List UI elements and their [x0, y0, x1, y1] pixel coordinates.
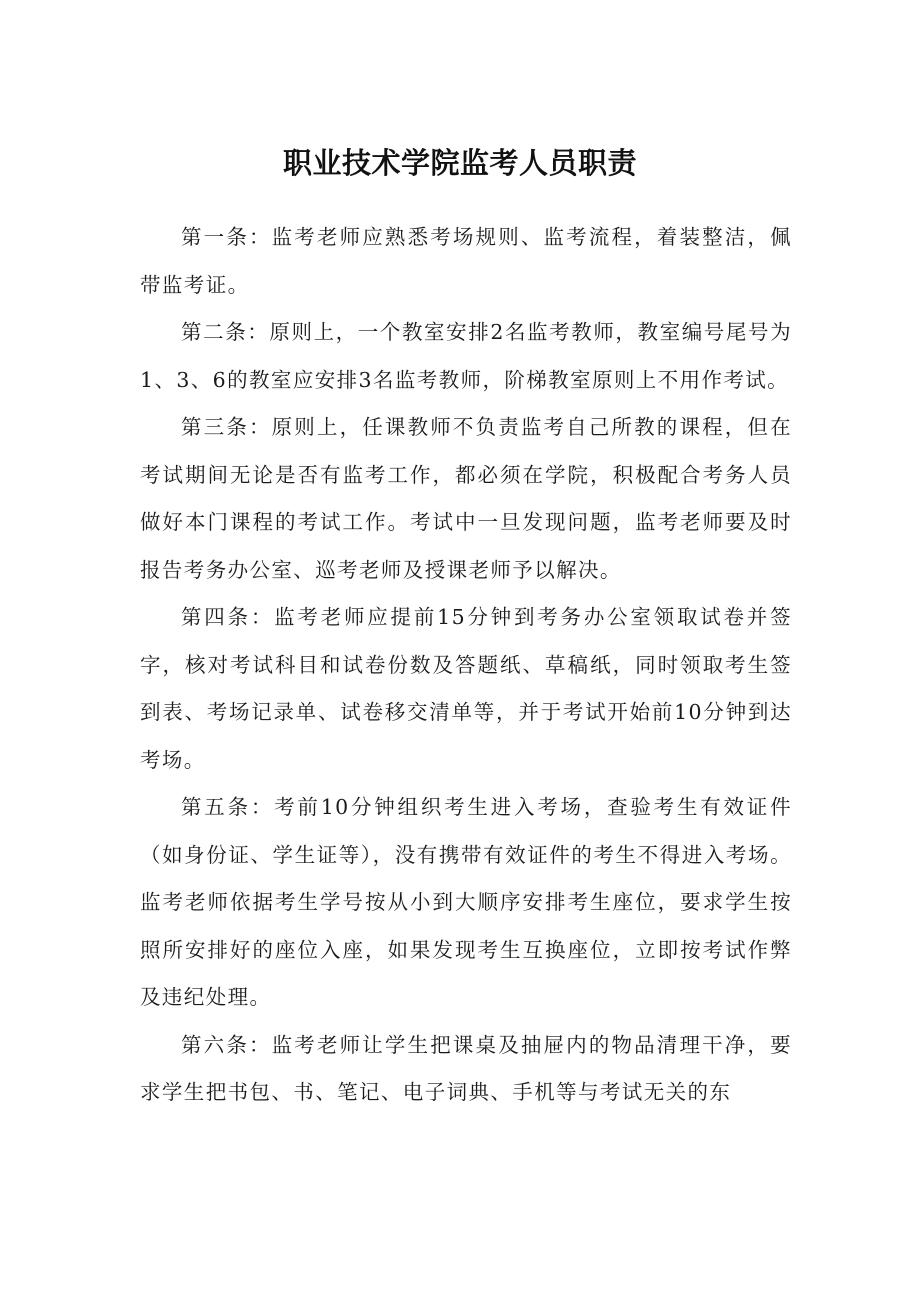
document-title: 职业技术学院监考人员职责 — [282, 146, 637, 180]
document-body — [140, 214, 792, 1117]
article-2-paragraph: 第二条：原则上，一个教室安排2名监考教师，教室编号尾号为1、3、6的教室应安排3名监考教师，阶梯教室原则上不用作考试。 — [140, 320, 792, 392]
article-6-paragraph: 第六条：监考老师让学生把课桌及抽屉内的物品清理干净，要求学生把书包、书、笔记、电子词典、手机等与考试无关的东 — [140, 1032, 792, 1104]
article-1-paragraph: 第一条：监考老师应熟悉考场规则、监考流程，着装整洁，佩带监考证。 — [140, 225, 792, 297]
article-5-paragraph: 第五条：考前10分钟组织考生进入考场，查验考生有效证件（如身份证、学生证等），没有携带有效证件的考生不得进入考场。监考老师依据考生学号按从小到大顺序安排考生座位，要求学生按照所安排好的座位入座，如果发现考生互换座位，立即按考试作弊及违纪处理。 — [140, 795, 792, 1009]
article-4-paragraph: 第四条：监考老师应提前15分钟到考务办公室领取试卷并签字，核对考试科目和试卷份数及答题纸、草稿纸，同时领取考生签到表、考场记录单、试卷移交清单等，并于考试开始前10分钟到达考场。 — [140, 605, 792, 772]
article-3-paragraph: 第三条：原则上，任课教师不负责监考自己所教的课程，但在考试期间无论是否有监考工作，都必须在学院，积极配合考务人员做好本门课程的考试工作。考试中一旦发现问题，监考老师要及时报告考务办公室、巡考老师及授课老师予以解决。 — [140, 415, 792, 582]
